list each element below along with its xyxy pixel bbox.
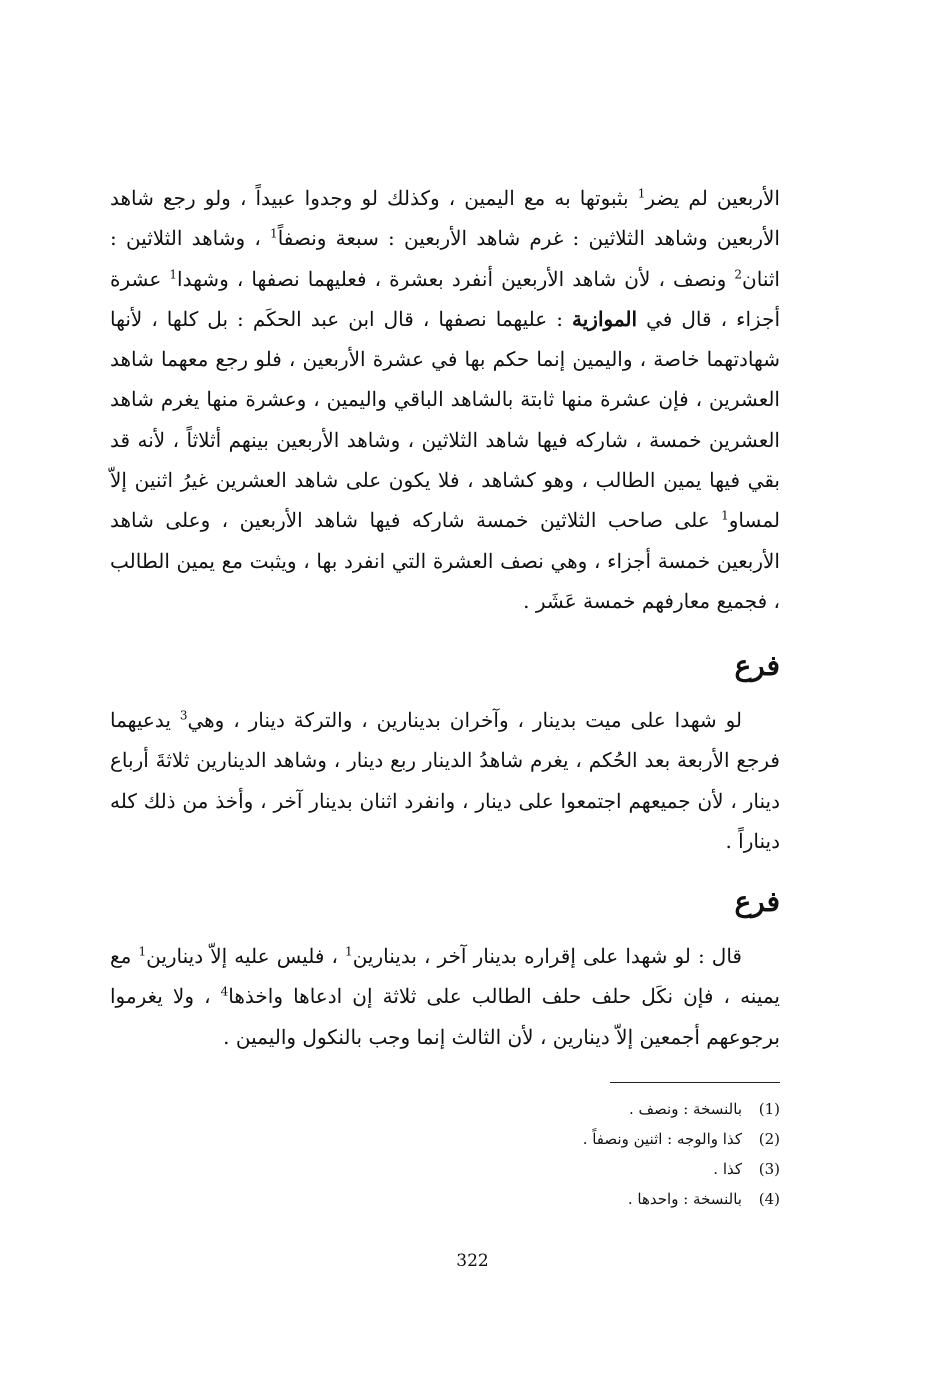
- text-span: لو شهدا على ميت بدينار ، وآخران بدينارين ، والتركة دينار ، وهي: [187, 708, 743, 732]
- footnote-ref[interactable]: 1: [138, 944, 147, 959]
- footnote-ref[interactable]: 1: [345, 944, 353, 959]
- footnote-number: (2): [758, 1130, 780, 1148]
- text-span: ، فليس عليه إلاّ دينارين: [146, 944, 346, 968]
- page-number: 322: [456, 1251, 489, 1271]
- footnote-ref[interactable]: 3: [179, 708, 188, 723]
- text-span: بثبوتها به مع اليمين ، وكذلك لو وجدوا عبيداً ، ولو رجع شاهد الأربعين وشاهد الثلاثين : غرم شاهد الأربعين : سبعة ونصفاً: [110, 186, 780, 251]
- footnote-ref[interactable]: 1: [721, 508, 729, 523]
- footnote-item: [280, 1124, 780, 1154]
- footnote-divider: [610, 1082, 780, 1083]
- footnotes-list: [280, 1094, 780, 1214]
- footnote-ref[interactable]: 1: [270, 226, 278, 241]
- text-span: ، وشاهد الثلاثين : اثنان: [110, 226, 780, 291]
- text-span: عشرة أجزاء ، قال في: [110, 266, 781, 331]
- footnote-item: [280, 1154, 780, 1184]
- footnote-ref[interactable]: 1: [637, 186, 646, 201]
- footnote-number: (1): [758, 1100, 780, 1118]
- section-heading: فرع: [734, 885, 780, 918]
- text-span: ، ولا يغرموا برجوعهم أجمعين إلاّ دينارين ، لأن الثالث إنما وجب بالنكول واليمين .: [110, 984, 780, 1049]
- text-span: ونصف ، لأن شاهد الأربعين أنفرد بعشرة ، فعليهما نصفها ، وشهدا: [177, 266, 735, 291]
- text-span: مع يمينه ، فإن نكَل حلف حلف الطالب على ثلاثة إن ادعاها واخذها: [110, 944, 780, 1009]
- footnote-ref[interactable]: 4: [220, 984, 229, 999]
- footnote-text: كذا والوجه : اثنين ونصفاً .: [582, 1130, 742, 1148]
- footnote-number: (4): [758, 1190, 780, 1208]
- footnote-number: (3): [758, 1160, 780, 1178]
- text-span: قال : لو شهدا على إقراره بدينار آخر ، بدينارين: [352, 944, 742, 968]
- text-span: الأربعين لم يضر: [645, 186, 780, 210]
- text-span: على صاحب الثلاثين خمسة شاركه فيها شاهد الأربعين ، وعلى شاهد الأربعين خمسة أجزاء ، وهي نصف العشرة التي انفرد بها ، ويثبت مع يمين الطالب ، فجميع معارفهم خمسة عَشَر .: [110, 508, 780, 613]
- footnote-text: بالنسخة : واحدها .: [627, 1190, 742, 1208]
- footnote-item: [280, 1184, 780, 1214]
- main-paragraph: [110, 178, 780, 621]
- section-heading: فرع: [734, 649, 780, 682]
- text-span: : عليهما نصفها ، قال ابن عبد الحكَم : بل كلها ، لأنها شهادتهما خاصة ، واليمين إنما حكم بها في عشرة الأربعين ، فلو رجع معهما شاهد العشرين ، فإن عشرة منها ثابتة بالشاهد الباقي واليمين ، وعشرة منها يغرم شاهد العشرين خمسة ، شاركه فيها شاهد الثلاثين ، وشاهد الأربعين بينهم أثلاثاً ، لأنه قد بقي فيها يمين الطالب ، وهو كشاهد ، فلا يكون على شاهد العشرين غيرُ اثنين إلاّ لمساو: [110, 306, 780, 533]
- footnote-text: كذا .: [713, 1160, 742, 1178]
- branch-paragraph-1: [110, 700, 780, 861]
- text-span: يدعيهما فرجع الأربعة بعد الحُكم ، يغرم شاهدُ الدينار ربع دينار ، وشاهد الدينارين ثلاثةَ أرباع دينار ، لأن جميعهم اجتمعوا على دينار ، وانفرد اثنان بدينار آخر ، وأخذ من ذلك كله ديناراً .: [110, 708, 780, 853]
- footnote-item: [280, 1094, 780, 1124]
- book-title-bold: الموازية: [572, 306, 638, 331]
- footnote-ref[interactable]: 1: [169, 266, 178, 281]
- footnote-text: بالنسخة : ونصف .: [628, 1100, 742, 1118]
- branch-paragraph-2: [110, 936, 780, 1057]
- footnote-ref[interactable]: 2: [734, 266, 743, 281]
